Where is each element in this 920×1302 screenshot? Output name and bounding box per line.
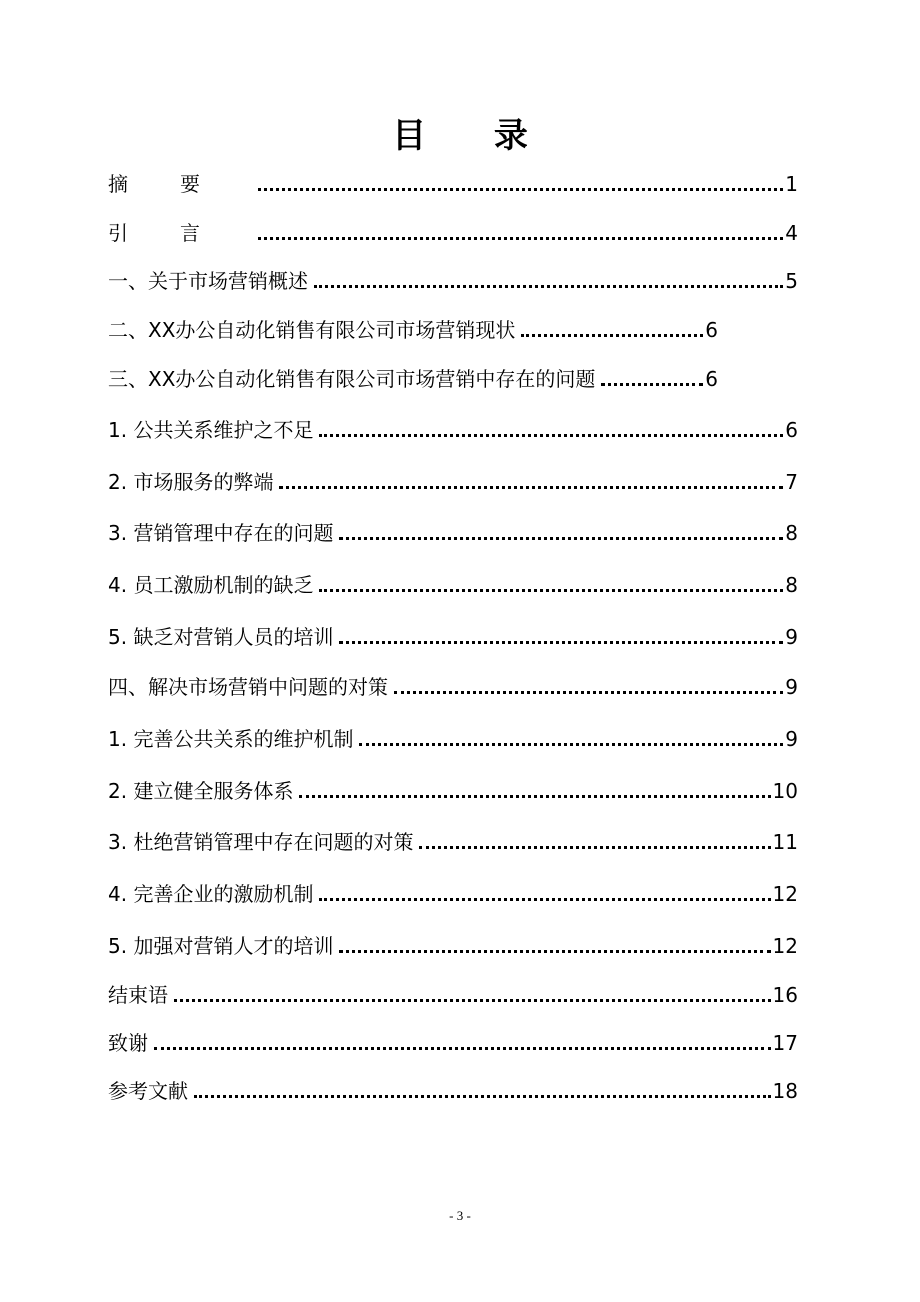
toc-entry-label: 二、XX办公自动化销售有限公司市场营销现状 — [108, 318, 516, 342]
toc-entry-page: 6 — [705, 318, 718, 342]
toc-entry-label: 一、关于市场营销概述 — [108, 269, 308, 293]
toc-entry[interactable] — [108, 413, 798, 443]
toc-leader-dots — [601, 383, 703, 386]
toc-leader-dots — [299, 795, 770, 798]
toc-entry-page: 9 — [785, 675, 798, 699]
toc-entry-label: 引言 — [108, 221, 252, 245]
toc-leader-dots — [258, 237, 783, 240]
toc-entry-label: 2. 市场服务的弊端 — [108, 470, 274, 494]
toc-entry-page: 7 — [785, 470, 798, 494]
toc-entry-page: 5 — [785, 269, 798, 293]
toc-entry-label: 1. 完善公共关系的维护机制 — [108, 727, 354, 751]
toc-leader-dots — [154, 1047, 771, 1050]
toc-entry-label: 3. 杜绝营销管理中存在问题的对策 — [108, 830, 414, 854]
toc-entry[interactable] — [108, 167, 798, 197]
toc-entry[interactable] — [108, 568, 798, 598]
toc-entry-page: 6 — [785, 418, 798, 442]
toc-leader-dots — [319, 434, 783, 437]
toc-leader-dots — [174, 999, 771, 1002]
toc-entry-page: 8 — [785, 573, 798, 597]
toc-entry-page: 8 — [785, 521, 798, 545]
page-number-footer: - 3 - — [449, 1208, 471, 1223]
toc-leader-dots — [258, 188, 783, 191]
toc-entry-label: 摘要 — [108, 172, 252, 196]
toc-entry[interactable] — [108, 929, 798, 959]
toc-entry[interactable] — [108, 620, 798, 650]
toc-leader-dots — [319, 898, 770, 901]
toc-leader-dots — [279, 486, 783, 489]
toc-entry[interactable] — [108, 465, 798, 495]
toc-entry-page: 18 — [772, 1079, 798, 1103]
toc-entry[interactable] — [108, 978, 798, 1008]
toc-leader-dots — [394, 691, 783, 694]
toc-entry-label: 2. 建立健全服务体系 — [108, 779, 294, 803]
toc-entry-page: 12 — [772, 934, 798, 958]
toc-entry-page: 9 — [785, 727, 798, 751]
toc-entry-page: 10 — [772, 779, 798, 803]
toc-entry[interactable] — [108, 362, 718, 392]
toc-entry[interactable] — [108, 516, 798, 546]
toc-entry-label: 1. 公共关系维护之不足 — [108, 418, 314, 442]
toc-entry[interactable] — [108, 313, 718, 343]
toc-entry-label: 3. 营销管理中存在的问题 — [108, 521, 334, 545]
toc-entry[interactable] — [108, 1026, 798, 1056]
toc-leader-dots — [521, 334, 703, 337]
toc-entry[interactable] — [108, 774, 798, 804]
toc-entry-page: 9 — [785, 625, 798, 649]
toc-entry-page: 6 — [705, 367, 718, 391]
toc-leader-dots — [339, 950, 770, 953]
toc-entry-label: 三、XX办公自动化销售有限公司市场营销中存在的问题 — [108, 367, 596, 391]
toc-leader-dots — [339, 537, 783, 540]
toc-entry[interactable] — [108, 825, 798, 855]
toc-entry-page: 1 — [785, 172, 798, 196]
toc-entry-label: 5. 缺乏对营销人员的培训 — [108, 625, 334, 649]
toc-entry[interactable] — [108, 216, 798, 246]
toc-entry-label: 结束语 — [108, 983, 168, 1007]
toc-entry-label: 四、解决市场营销中问题的对策 — [108, 675, 388, 699]
toc-entry[interactable] — [108, 264, 798, 294]
toc-entry-page: 17 — [772, 1031, 798, 1055]
toc-entry[interactable] — [108, 1074, 798, 1104]
toc-entry-label: 参考文献 — [108, 1079, 188, 1103]
toc-leader-dots — [359, 743, 783, 746]
toc-entry-label: 5. 加强对营销人才的培训 — [108, 934, 334, 958]
toc-leader-dots — [419, 846, 770, 849]
toc-leader-dots — [194, 1095, 771, 1098]
toc-entry[interactable] — [108, 722, 798, 752]
toc-leader-dots — [319, 589, 783, 592]
toc-entry[interactable] — [108, 670, 798, 700]
toc-entry[interactable] — [108, 877, 798, 907]
toc-entry-page: 16 — [772, 983, 798, 1007]
toc-entry-label: 致谢 — [108, 1031, 148, 1055]
toc-entry-page: 4 — [785, 221, 798, 245]
toc-entry-label: 4. 员工激励机制的缺乏 — [108, 573, 314, 597]
toc-entry-page: 11 — [772, 830, 798, 854]
toc-leader-dots — [339, 641, 783, 644]
toc-leader-dots — [314, 285, 783, 288]
toc-entry-page: 12 — [772, 882, 798, 906]
toc-entry-label: 4. 完善企业的激励机制 — [108, 882, 314, 906]
page-title: 目 录 — [392, 116, 556, 156]
